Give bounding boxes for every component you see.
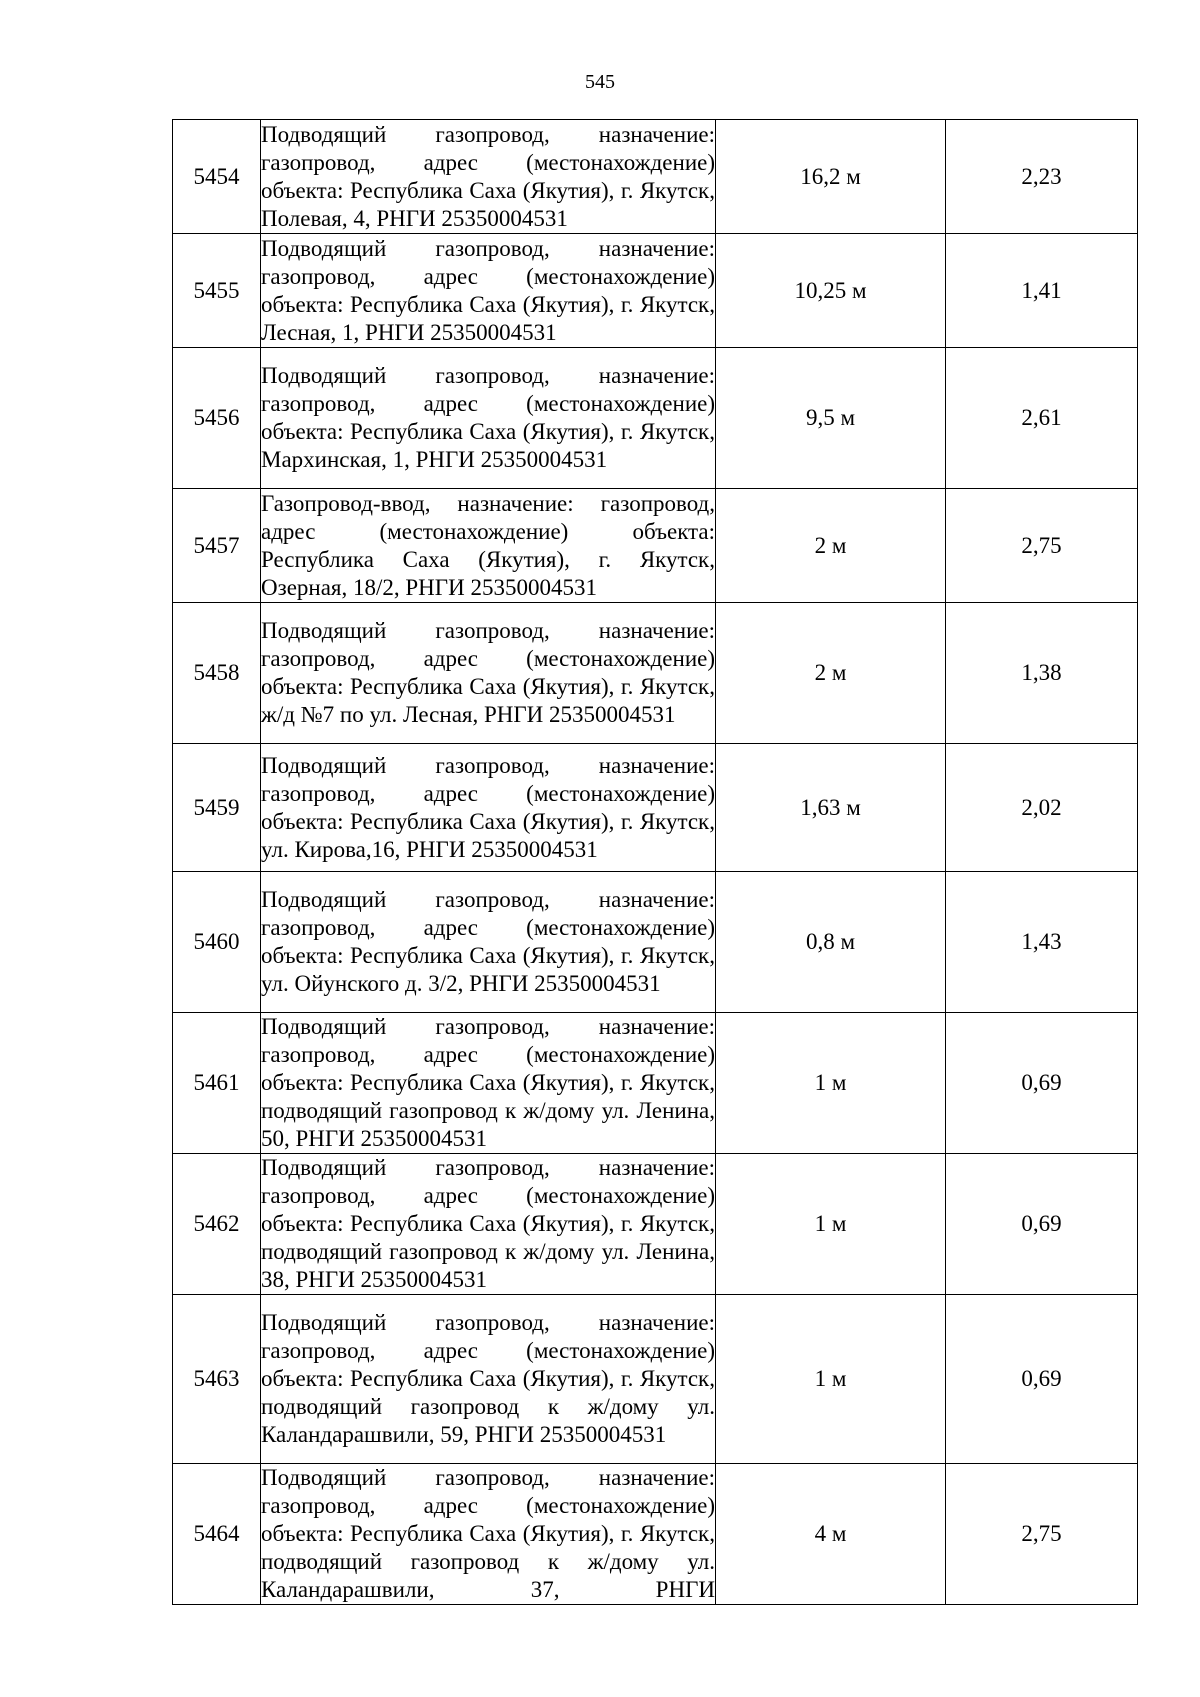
table-row [173,1464,1138,1605]
object-value: 2,02 [946,744,1138,872]
object-value: 2,75 [946,489,1138,603]
object-length: 1 м [716,1154,946,1295]
table-row [173,234,1138,348]
row-number: 5460 [173,872,261,1013]
table-row [173,872,1138,1013]
table-row [173,348,1138,489]
table-row [173,1154,1138,1295]
object-description: Подводящий газопровод, назначение: газопровод, адрес (местонахождение) объекта: Республика Саха (Якутия), г. Якутск, ул. Ойунского д. 3/2, РНГИ 25350004531 [261,872,716,1013]
table-row [173,1013,1138,1154]
object-length: 4 м [716,1464,946,1605]
row-number: 5454 [173,120,261,234]
object-value: 2,75 [946,1464,1138,1605]
object-value: 0,69 [946,1295,1138,1464]
object-length: 0,8 м [716,872,946,1013]
row-number: 5459 [173,744,261,872]
object-description: Газопровод-ввод, назначение: газопровод, адрес (местонахождение) объекта: Республика Саха (Якутия), г. Якутск, Озерная, 18/2, РНГИ 25350004531 [261,489,716,603]
page-number: 545 [585,71,615,93]
table-row [173,1295,1138,1464]
table-row [173,603,1138,744]
table-row [173,489,1138,603]
row-number: 5463 [173,1295,261,1464]
row-number: 5455 [173,234,261,348]
object-description: Подводящий газопровод, назначение: газопровод, адрес (местонахождение) объекта: Республика Саха (Якутия), г. Якутск, ул. Кирова,16, РНГИ 25350004531 [261,744,716,872]
object-length: 1 м [716,1013,946,1154]
object-value: 2,61 [946,348,1138,489]
object-length: 10,25 м [716,234,946,348]
object-length: 2 м [716,489,946,603]
row-number: 5457 [173,489,261,603]
object-value: 0,69 [946,1013,1138,1154]
object-length: 16,2 м [716,120,946,234]
object-description: Подводящий газопровод, назначение: газопровод, адрес (местонахождение) объекта: Республика Саха (Якутия), г. Якутск, Лесная, 1, РНГИ 25350004531 [261,234,716,348]
row-number: 5461 [173,1013,261,1154]
object-description: Подводящий газопровод, назначение: газопровод, адрес (местонахождение) объекта: Республика Саха (Якутия), г. Якутск, Мархинская, 1, РНГИ 25350004531 [261,348,716,489]
row-number: 5458 [173,603,261,744]
row-number: 5462 [173,1154,261,1295]
registry-table [172,119,1138,1605]
object-value: 1,38 [946,603,1138,744]
object-length: 2 м [716,603,946,744]
row-number: 5456 [173,348,261,489]
row-number: 5464 [173,1464,261,1605]
object-description: Подводящий газопровод, назначение: газопровод, адрес (местонахождение) объекта: Республика Саха (Якутия), г. Якутск, подводящий газопровод к ж/дому ул. Каландарашвили, 59, РНГИ 25350004531 [261,1295,716,1464]
object-description: Подводящий газопровод, назначение: газопровод, адрес (местонахождение) объекта: Республика Саха (Якутия), г. Якутск, подводящий газопровод к ж/дому ул. Каландарашвили, 37, РНГИ [261,1464,716,1605]
object-length: 9,5 м [716,348,946,489]
object-description: Подводящий газопровод, назначение: газопровод, адрес (местонахождение) объекта: Республика Саха (Якутия), г. Якутск, подводящий газопровод к ж/дому ул. Ленина, 38, РНГИ 25350004531 [261,1154,716,1295]
object-description: Подводящий газопровод, назначение: газопровод, адрес (местонахождение) объекта: Республика Саха (Якутия), г. Якутск, Полевая, 4, РНГИ 25350004531 [261,120,716,234]
table-row [173,744,1138,872]
object-value: 1,41 [946,234,1138,348]
object-value: 2,23 [946,120,1138,234]
object-length: 1,63 м [716,744,946,872]
object-description: Подводящий газопровод, назначение: газопровод, адрес (местонахождение) объекта: Республика Саха (Якутия), г. Якутск, ж/д №7 по ул. Лесная, РНГИ 25350004531 [261,603,716,744]
table-row [173,120,1138,234]
object-value: 0,69 [946,1154,1138,1295]
object-value: 1,43 [946,872,1138,1013]
object-length: 1 м [716,1295,946,1464]
object-description: Подводящий газопровод, назначение: газопровод, адрес (местонахождение) объекта: Республика Саха (Якутия), г. Якутск, подводящий газопровод к ж/дому ул. Ленина, 50, РНГИ 25350004531 [261,1013,716,1154]
